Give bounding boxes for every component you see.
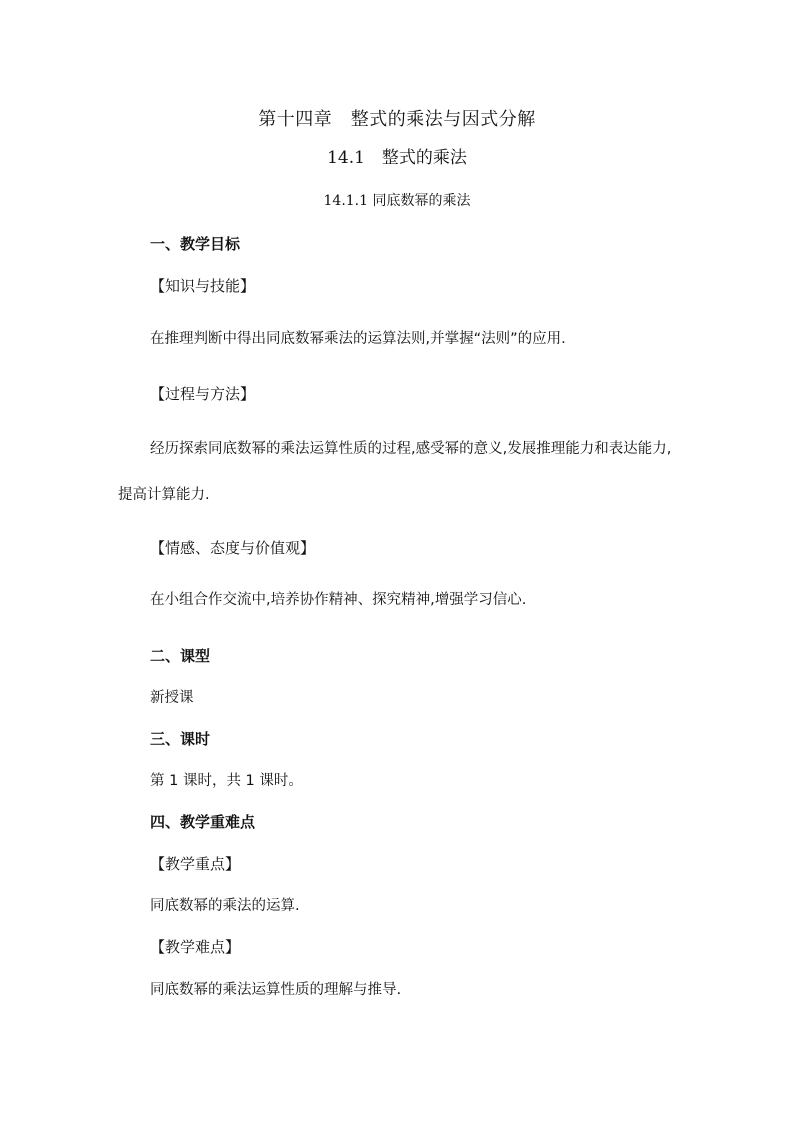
knowledge-label: 【知识与技能】 [150,277,256,295]
key-points-heading: 四、教学重难点 [150,813,256,831]
lesson-type-text: 新授课 [150,690,194,706]
goals-heading: 一、教学目标 [150,235,241,253]
focus-label: 【教学重点】 [150,855,241,873]
emotion-label: 【情感、态度与价值观】 [150,539,316,557]
section-title: 14.1 整式的乘法 [327,148,467,168]
lesson-time-heading: 三、课时 [150,730,211,748]
difficulty-text: 同底数幂的乘法运算性质的理解与推导. [150,982,402,998]
emotion-text: 在小组合作交流中,培养协作精神、探究精神,增强学习信心. [150,592,527,608]
lesson-type-heading: 二、课型 [150,647,211,665]
subsection-title: 14.1.1 同底数幂的乘法 [323,193,471,209]
difficulty-label: 【教学难点】 [150,938,241,956]
process-text: 经历探索同底数幂的乘法运算性质的过程,感受幂的意义,发展推理能力和表达能力,提高计算能力. [118,441,672,503]
focus-text: 同底数幂的乘法的运算. [150,898,300,914]
knowledge-text: 在推理判断中得出同底数幂乘法的运算法则,并掌握“法则”的应用. [150,331,566,347]
lesson-time-text: 第 1 课时，共 1 课时。 [150,773,303,789]
chapter-title: 第十四章 整式的乘法与因式分解 [258,109,536,130]
process-label: 【过程与方法】 [150,385,256,403]
